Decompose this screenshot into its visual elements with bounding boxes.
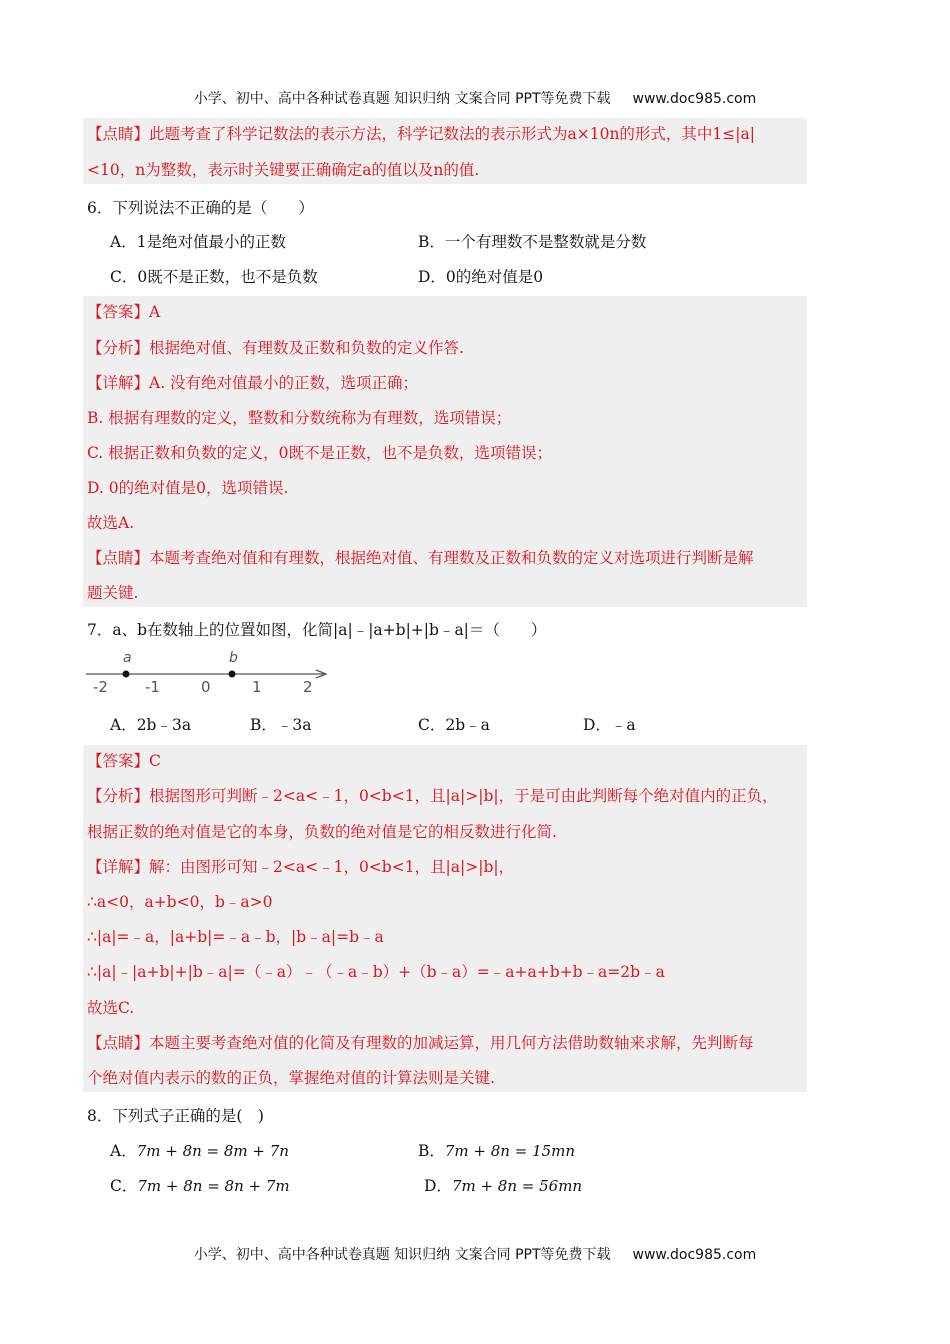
tick-label: 1	[252, 678, 262, 696]
q7-dianjing-line2: 个绝对值内表示的数的正负，掌握绝对值的计算法则是关键.	[87, 1069, 495, 1087]
q6-dianjing-line1: 【点睛】本题考查绝对值和有理数，根据绝对值、有理数及正数和负数的定义对选项进行判断是解	[87, 549, 754, 567]
prev-dianjing-line1: 【点睛】此题考查了科学记数法的表示方法，科学记数法的表示形式为a×10n的形式，其中1≤|a|	[87, 125, 755, 143]
q6-detail-line: 【详解】A. 没有绝对值最小的正数，选项正确；	[87, 374, 419, 392]
header-site: www.doc985.com	[632, 91, 757, 107]
q7-number-line	[84, 646, 334, 698]
q7-detail-line: ∴|a|﹣|a+b|+|b﹣a|=（﹣a）﹣（﹣a﹣b）+（b﹣a）=﹣a+a+b+b﹣a=2b﹣a	[87, 963, 665, 981]
q6-stem: 6．下列说法不正确的是（ ）	[87, 199, 314, 217]
point-b-label: b	[229, 650, 238, 666]
tick-label: 0	[201, 678, 211, 696]
q6-detail-line: D. 0的绝对值是0，选项错误.	[87, 479, 289, 497]
q7-option-c: C．2b﹣a	[418, 716, 490, 734]
q8-option-d	[424, 1176, 582, 1196]
q7-analysis-line2: 根据正数的绝对值是它的本身，负数的绝对值是它的相反数进行化简.	[87, 823, 557, 841]
q7-detail-line: ∴a<0，a+b<0，b﹣a>0	[87, 893, 273, 911]
option-expression: 7m + 8n = 56mn	[451, 1177, 583, 1195]
q6-dianjing-line2: 题关键.	[87, 584, 139, 602]
q6-detail-line: B. 根据有理数的定义，整数和分数统称为有理数，选项错误；	[87, 409, 512, 427]
q6-analysis: 【分析】根据绝对值、有理数及正数和负数的定义作答.	[87, 339, 464, 357]
q6-detail-line: C. 根据正数和负数的定义，0既不是正数，也不是负数，选项错误；	[87, 444, 553, 462]
page-header	[0, 88, 950, 108]
option-letter: A．	[110, 1142, 137, 1160]
tick-label: 2	[303, 678, 313, 696]
q6-detail-line: 故选A.	[87, 514, 135, 532]
footer-site: www.doc985.com	[632, 1247, 757, 1263]
q7-option-d: D．﹣a	[583, 716, 636, 734]
q7-option-a: A．2b﹣3a	[110, 716, 192, 734]
q7-detail-line: 故选C.	[87, 999, 135, 1017]
q8-stem: 8．下列式子正确的是( )	[87, 1107, 264, 1125]
tick-label: -1	[145, 678, 160, 696]
q7-detail-line: 【详解】解：由图形可知﹣2<a<﹣1，0<b<1，且|a|>|b|，	[87, 858, 515, 876]
option-letter: B．	[418, 1142, 445, 1160]
option-expression: 7m + 8n = 8m + 7n	[136, 1142, 289, 1160]
option-letter: C．	[110, 1177, 138, 1195]
q8-option-c	[110, 1176, 290, 1196]
point-b-dot	[229, 671, 236, 678]
q7-option-b: B．﹣3a	[250, 716, 312, 734]
footer-text: 小学、初中、高中各种试卷真题 知识归纳 文案合同 PPT等免费下载	[193, 1247, 611, 1263]
q7-dianjing-line1: 【点睛】本题主要考查绝对值的化简及有理数的加减运算，用几何方法借助数轴来求解，先判断每	[87, 1034, 754, 1052]
q7-answer: 【答案】C	[87, 752, 161, 770]
point-a-label: a	[123, 650, 132, 666]
q8-option-a	[110, 1141, 289, 1161]
option-letter: D．	[424, 1177, 452, 1195]
point-a-dot	[123, 671, 130, 678]
q7-detail-line: ∴|a|=﹣a，|a+b|=﹣a﹣b，|b﹣a|=b﹣a	[87, 928, 384, 946]
page-footer	[0, 1244, 950, 1264]
option-expression: 7m + 8n = 8n + 7m	[137, 1177, 290, 1195]
q7-analysis-line1: 【分析】根据图形可判断﹣2<a<﹣1，0<b<1，且|a|>|b|，于是可由此判断每个绝对值内的正负，	[87, 787, 778, 805]
q6-option-b: B．一个有理数不是整数就是分数	[418, 233, 647, 251]
q7-stem: 7．a、b在数轴上的位置如图，化简|a|﹣|a+b|+|b﹣a|＝（ ）	[87, 621, 547, 639]
prev-dianjing-line2: <10，n为整数，表示时关键要正确确定a的值以及n的值.	[87, 161, 480, 179]
option-expression: 7m + 8n = 15mn	[444, 1142, 576, 1160]
q6-answer: 【答案】A	[87, 303, 161, 321]
q6-option-c: C．0既不是正数，也不是负数	[110, 268, 318, 286]
header-text: 小学、初中、高中各种试卷真题 知识归纳 文案合同 PPT等免费下载	[193, 91, 611, 107]
q6-option-a: A．1是绝对值最小的正数	[110, 233, 287, 251]
tick-label: -2	[93, 678, 108, 696]
q6-option-d: D．0的绝对值是0	[418, 268, 544, 286]
q8-option-b	[418, 1141, 575, 1161]
